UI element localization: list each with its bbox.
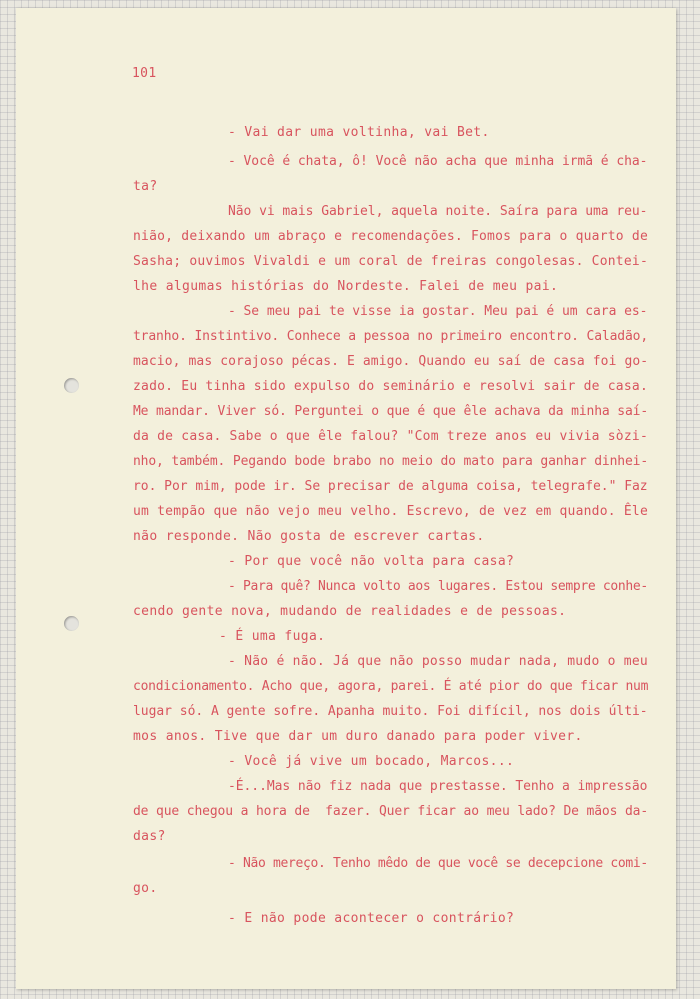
- text-line: - Vai dar uma voltinha, vai Bet.: [228, 125, 490, 140]
- text-line: Me mandar. Viver só. Perguntei o que é que êle achava da minha saí-: [133, 404, 649, 419]
- page-number: 101: [132, 66, 157, 81]
- text-line: um tempão que não vejo meu velho. Escrevo, de vez em quando. Êle: [133, 504, 648, 519]
- text-line: Sasha; ouvimos Vivaldi e um coral de freiras congolesas. Contei-: [133, 254, 648, 269]
- text-line: lhe algumas histórias do Nordeste. Falei de meu pai.: [133, 279, 559, 294]
- text-line: - Não mereço. Tenho mêdo de que você se decepcione comi-: [228, 856, 648, 871]
- binder-hole-bottom: [64, 616, 79, 631]
- text-line: lugar só. A gente sofre. Apanha muito. Foi difícil, nos dois últi-: [133, 704, 648, 719]
- text-line: - Para quê? Nunca volto aos lugares. Estou sempre conhe-: [228, 579, 648, 594]
- text-line: Não vi mais Gabriel, aquela noite. Saíra para uma reu-: [228, 204, 648, 219]
- typewritten-page: [16, 8, 676, 989]
- text-line: das?: [133, 829, 166, 844]
- text-line: tranho. Instintivo. Conhece a pessoa no primeiro encontro. Caladão,: [133, 329, 649, 344]
- text-line: zado. Eu tinha sido expulso do seminário e resolvi sair de casa.: [133, 379, 648, 394]
- binder-hole-top: [64, 378, 79, 393]
- text-line: -É...Mas não fiz nada que prestasse. Tenho a impressão: [228, 779, 648, 794]
- text-line: - E não pode acontecer o contrário?: [228, 911, 515, 926]
- text-line: nho, também. Pegando bode brabo no meio do mato para ganhar dinhei-: [133, 454, 649, 469]
- text-line: - Se meu pai te visse ia gostar. Meu pai é um cara es-: [228, 304, 648, 319]
- text-line: não responde. Não gosta de escrever cartas.: [133, 529, 485, 544]
- text-line: ro. Por mim, pode ir. Se precisar de alguma coisa, telegrafe." Faz: [133, 479, 648, 494]
- text-line: mos anos. Tive que dar um duro danado para poder viver.: [133, 729, 583, 744]
- text-line: - Não é não. Já que não posso mudar nada, mudo o meu: [228, 654, 648, 669]
- text-line: - Você é chata, ô! Você não acha que minha irmã é cha-: [228, 154, 648, 169]
- text-line: condicionamento. Acho que, agora, parei. É até pior do que ficar num: [133, 679, 649, 694]
- text-line: - Você já vive um bocado, Marcos...: [228, 754, 515, 769]
- text-line: - Por que você não volta para casa?: [228, 554, 515, 569]
- text-line: go.: [133, 881, 158, 896]
- text-line: da de casa. Sabe o que êle falou? "Com treze anos eu vivia sòzi-: [133, 429, 648, 444]
- text-line: nião, deixando um abraço e recomendações. Fomos para o quarto de: [133, 229, 648, 244]
- text-line: - É uma fuga.: [219, 629, 326, 644]
- text-line: de que chegou a hora de fazer. Quer ficar ao meu lado? De mãos da-: [133, 804, 649, 819]
- text-line: macio, mas corajoso pécas. E amigo. Quando eu saí de casa foi go-: [133, 354, 649, 369]
- text-line: cendo gente nova, mudando de realidades e de pessoas.: [133, 604, 567, 619]
- text-line: ta?: [133, 179, 158, 194]
